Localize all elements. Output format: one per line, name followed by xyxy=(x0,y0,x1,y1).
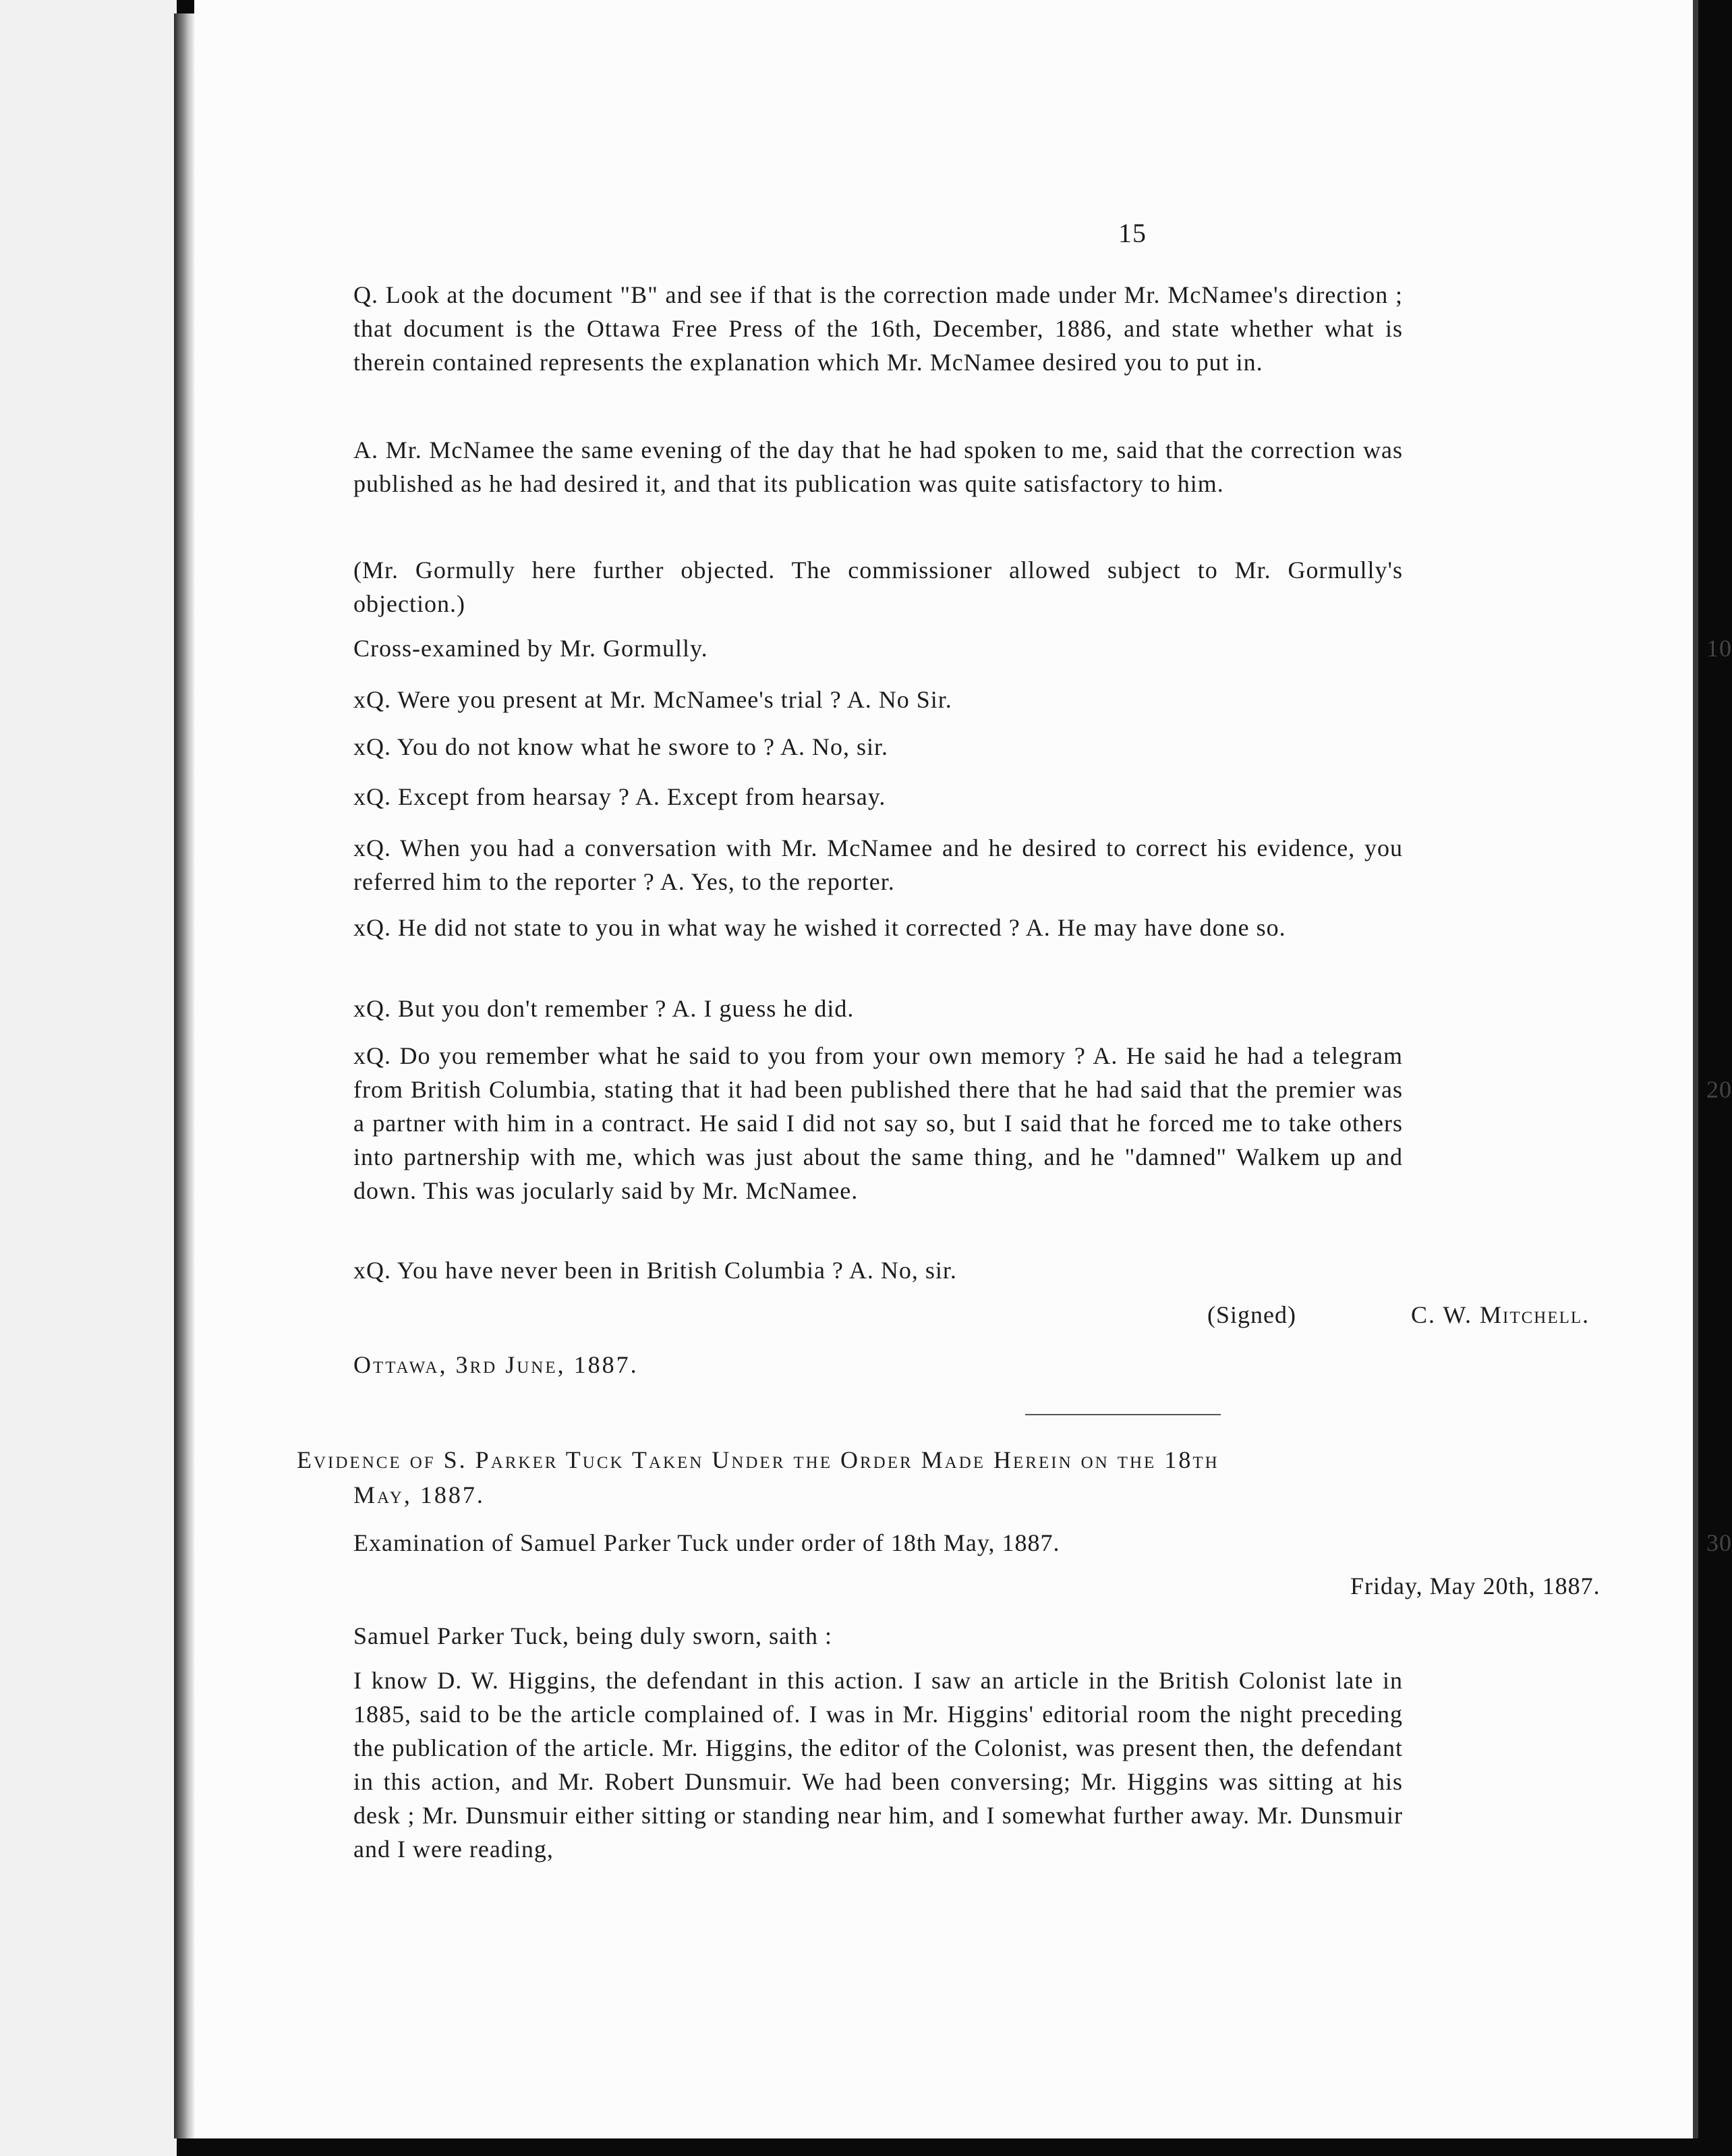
paragraph-text: xQ. He did not state to you in what way he wished it corrected ? A. He may have done so. xyxy=(353,914,1286,941)
qa-present-at-trial: xQ. Were you present at Mr. McNamee's trial ? A. No Sir. xyxy=(353,686,952,713)
dateline: Ottawa, 3rd June, 1887. xyxy=(353,1351,639,1378)
page-number: 15 xyxy=(1118,218,1147,248)
signed-label: (Signed) xyxy=(1207,1301,1296,1328)
book-gutter xyxy=(174,13,194,2138)
qa-hearsay: xQ. Except from hearsay ? A. Except from hearsay. xyxy=(353,783,886,810)
line-number-20: 20 xyxy=(1706,1076,1732,1103)
sworn-line: Samuel Parker Tuck, being duly sworn, saith : xyxy=(353,1622,832,1649)
qa-remember: xQ. But you don't remember ? A. I guess he did. xyxy=(353,995,855,1022)
cross-examined-line: Cross-examined by Mr. Gormully. xyxy=(353,635,708,662)
paragraph-text: A. Mr. McNamee the same evening of the day that he had spoken to me, said that the correction was published as he had desired it, and that its publication was quite satisfactory to him. xyxy=(353,436,1403,497)
paragraph-text: (Mr. Gormully here further objected. The commissioner allowed subject to Mr. Gormully's objection.) xyxy=(353,557,1403,617)
qa-british-columbia: xQ. You have never been in British Columbia ? A. No, sir. xyxy=(353,1257,957,1284)
heading-line-2: May, 1887. xyxy=(353,1481,485,1508)
paragraph-text: I know D. W. Higgins, the defendant in this action. I saw an article in the British Colonist late in 1885, said to be the article complained of. I was in Mr. Higgins' editorial room the night preceding the publication of the article. Mr. Higgins, the editor of the Colonist, was present then, the defendant in this action, and Mr. Robert Dunsmuir. We had been conversing; Mr. Higgins was sitting at his desk ; Mr. Dunsmuir either sitting or standing near him, and I somewhat further away. Mr. Dunsmuir and I were reading, xyxy=(353,1667,1403,1863)
paragraph-text: xQ. When you had a conversation with Mr. McNamee and he desired to correct his evidence, you referred him to the reporter ? A. Yes, to the reporter. xyxy=(353,834,1403,895)
line-number-30: 30 xyxy=(1706,1529,1732,1556)
examination-date: Friday, May 20th, 1887. xyxy=(1350,1572,1600,1599)
paragraph-text: Q. Look at the document "B" and see if that is the correction made under Mr. McNamee's direction ; that document is the Ottawa Free Press of the 16th, December, 1886, and state whether what is therein contained represents the explanation which Mr. McNamee desired you to put in. xyxy=(353,281,1403,376)
section-heading xyxy=(297,1442,1403,1512)
heading-line-1: Evidence of S. Parker Tuck Taken Under the Order Made Herein on the 18th xyxy=(297,1446,1219,1473)
page-edge xyxy=(1693,0,1698,2138)
paragraph-corrected xyxy=(297,911,1403,944)
facing-page xyxy=(0,0,177,2156)
paragraph-question-b xyxy=(297,278,1403,379)
paragraph-answer xyxy=(297,433,1403,501)
examination-line: Examination of Samuel Parker Tuck under order of 18th May, 1887. xyxy=(353,1529,1060,1556)
section-divider xyxy=(1025,1414,1221,1415)
paragraph-text: xQ. Do you remember what he said to you from your own memory ? A. He said he had a telegram from British Columbia, stating that it had been published there that he had said that the premier was a partner with him in a contract. He said I did not say so, but I said that he forced me to take others into partnership with me, which was just about the same thing, and he "damned" Walkem up and down. This was jocularly said by Mr. McNamee. xyxy=(353,1042,1403,1204)
paragraph-objection xyxy=(297,553,1403,621)
signature-line xyxy=(1207,1301,1590,1329)
qa-what-he-swore: xQ. You do not know what he swore to ? A. No, sir. xyxy=(353,733,888,760)
signatory-name: C. W. Mitchell. xyxy=(1410,1301,1590,1328)
line-number-10: 10 xyxy=(1706,635,1732,662)
paragraph-telegram xyxy=(297,1039,1403,1208)
paragraph-higgins xyxy=(297,1664,1403,1866)
paragraph-reporter xyxy=(297,831,1403,899)
